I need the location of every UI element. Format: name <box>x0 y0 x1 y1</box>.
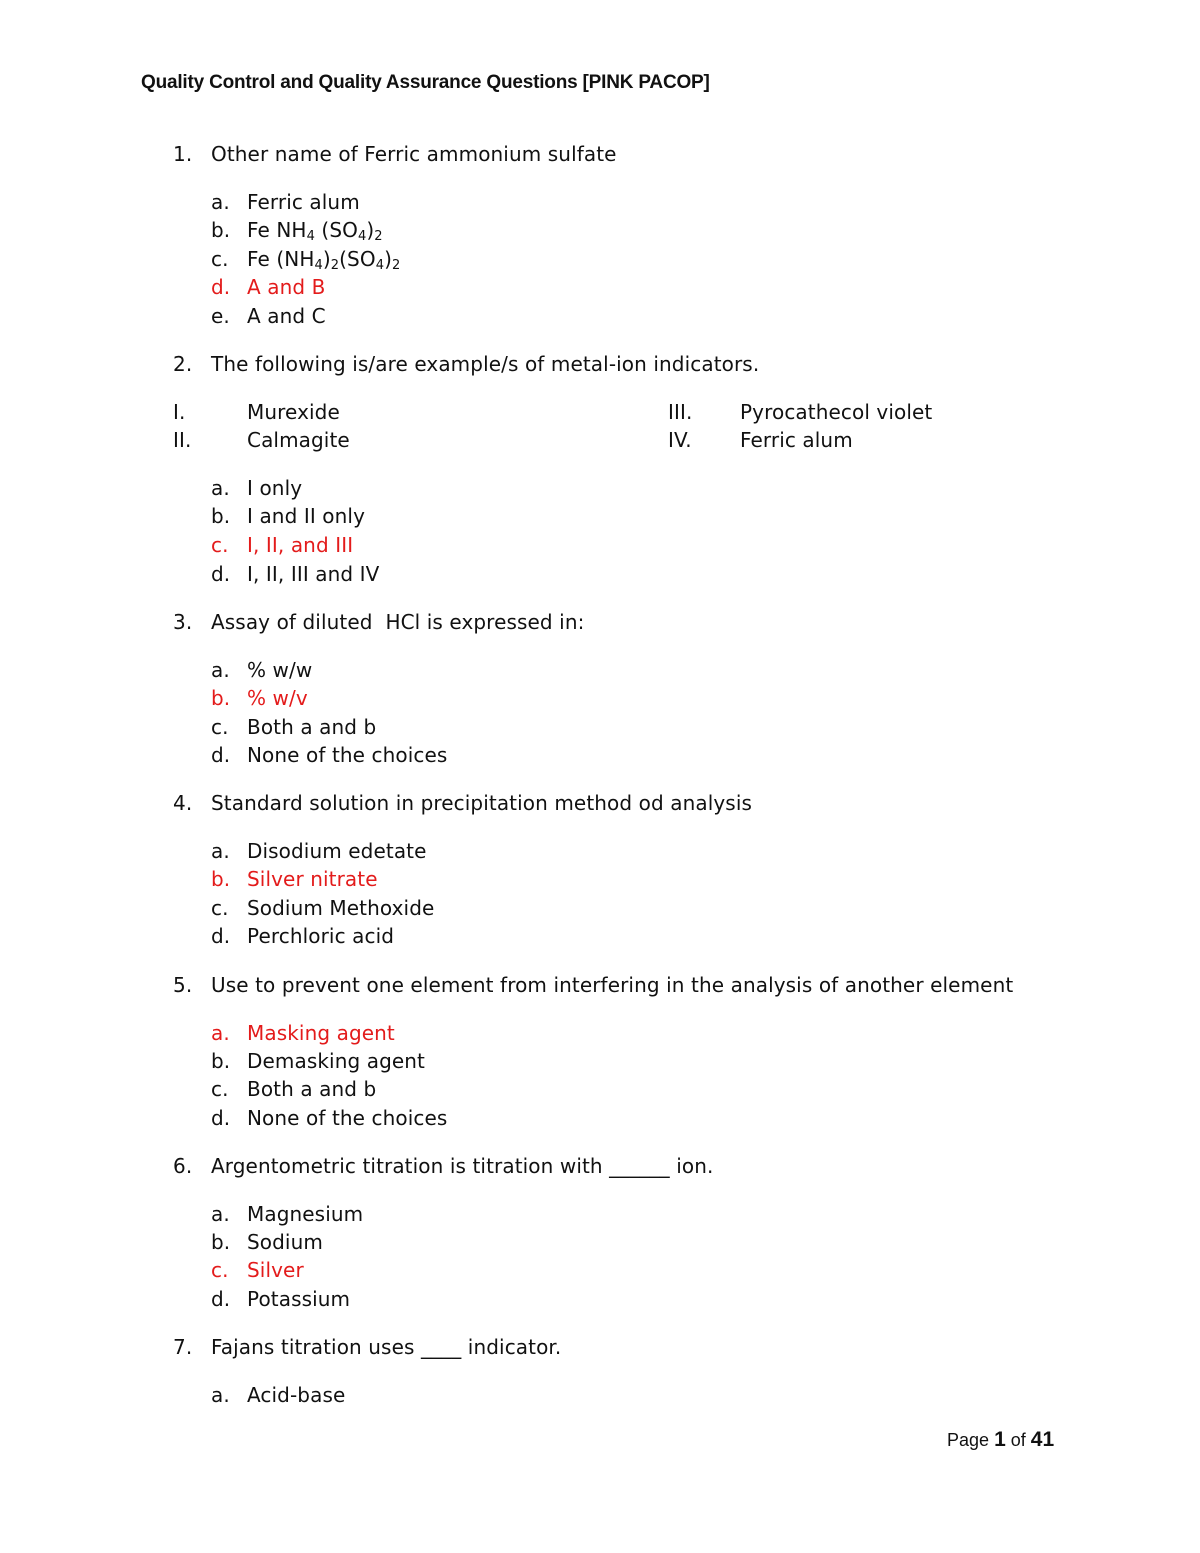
option-letter-correct: b. <box>211 867 231 891</box>
question-text: Assay of diluted HCl is expressed in: <box>211 610 585 634</box>
option-letter: c. <box>211 896 229 920</box>
option-letter: b. <box>211 504 231 528</box>
roman-item-text: Calmagite <box>247 428 350 452</box>
option-letter: c. <box>211 247 229 271</box>
question-number: 2. <box>173 352 193 376</box>
option-letter: d. <box>211 924 231 948</box>
option-text: Magnesium <box>247 1202 364 1226</box>
option-letter: b. <box>211 1049 231 1073</box>
option-letter: a. <box>211 839 230 863</box>
option-text: I, II, III and IV <box>247 562 380 586</box>
option-text: Sodium Methoxide <box>247 896 435 920</box>
option-letter: a. <box>211 658 230 682</box>
roman-numeral: II. <box>173 428 192 452</box>
option-letter: a. <box>211 476 230 500</box>
option-text-correct: Silver nitrate <box>247 867 378 891</box>
page-total: 41 <box>1030 1428 1055 1451</box>
option-text-correct: A and B <box>247 275 326 299</box>
question-number: 3. <box>173 610 193 634</box>
option-letter: d. <box>211 562 231 586</box>
question-number: 5. <box>173 973 193 997</box>
question-text: Standard solution in precipitation method od analysis <box>211 791 753 815</box>
option-letter-correct: d. <box>211 275 231 299</box>
page-word: Page <box>947 1430 990 1450</box>
roman-item-text: Ferric alum <box>740 428 853 452</box>
option-letter: a. <box>211 1202 230 1226</box>
page-footer <box>947 1428 1054 1452</box>
question-text: Argentometric titration is titration with ______ ion. <box>211 1154 714 1178</box>
option-text-correct: Silver <box>247 1258 304 1282</box>
option-letter-correct: c. <box>211 1258 229 1282</box>
option-text: None of the choices <box>247 1106 448 1130</box>
option-letter-correct: c. <box>211 533 229 557</box>
roman-numeral: I. <box>173 400 186 424</box>
roman-item-text: Pyrocathecol violet <box>740 400 933 424</box>
option-text-formula: Fe $(NH_4)_2(SO_4)_2$ <box>247 247 401 273</box>
question-number: 4. <box>173 791 193 815</box>
option-text: Demasking agent <box>247 1049 426 1073</box>
option-text-correct: I, II, and III <box>247 533 354 557</box>
of-word: of <box>1010 1430 1026 1450</box>
option-letter: b. <box>211 1230 231 1254</box>
option-letter: a. <box>211 190 230 214</box>
option-text: Both a and b <box>247 715 377 739</box>
option-letter: b. <box>211 218 231 242</box>
option-letter-correct: a. <box>211 1021 230 1045</box>
option-text: None of the choices <box>247 743 448 767</box>
question-text: Use to prevent one element from interfering in the analysis of another element <box>211 973 1014 997</box>
option-text: % w/w <box>247 658 313 682</box>
option-letter-correct: b. <box>211 686 231 710</box>
option-letter: e. <box>211 304 230 328</box>
option-text: Both a and b <box>247 1077 377 1101</box>
option-text: Disodium edetate <box>247 839 427 863</box>
option-letter: d. <box>211 743 231 767</box>
question-text: Fajans titration uses ____ indicator. <box>211 1335 562 1359</box>
question-text: Other name of Ferric ammonium sulfate <box>211 142 617 166</box>
option-letter: d. <box>211 1287 231 1311</box>
option-letter: d. <box>211 1106 231 1130</box>
question-number: 6. <box>173 1154 193 1178</box>
option-text-formula: Fe $NH_4$ $(SO_4)_2$ <box>247 218 383 244</box>
question-number: 7. <box>173 1335 193 1359</box>
document-title: Quality Control and Quality Assurance Questions [PINK PACOP] <box>141 72 710 93</box>
roman-numeral: IV. <box>668 428 692 452</box>
roman-numeral: III. <box>668 400 693 424</box>
option-text: Perchloric acid <box>247 924 395 948</box>
option-text: I only <box>247 476 303 500</box>
option-text: Potassium <box>247 1287 351 1311</box>
option-text: Acid-base <box>247 1383 346 1407</box>
option-text: A and C <box>247 304 326 328</box>
option-letter: a. <box>211 1383 230 1407</box>
roman-item-text: Murexide <box>247 400 340 424</box>
option-letter: c. <box>211 715 229 739</box>
option-text-correct: % w/v <box>247 686 308 710</box>
option-text: Sodium <box>247 1230 323 1254</box>
option-text-correct: Masking agent <box>247 1021 395 1045</box>
question-number: 1. <box>173 142 193 166</box>
question-text: The following is/are example/s of metal-ion indicators. <box>211 352 760 376</box>
option-text: Ferric alum <box>247 190 360 214</box>
option-text: I and II only <box>247 504 365 528</box>
option-letter: c. <box>211 1077 229 1101</box>
page-number: 1 <box>994 1428 1006 1451</box>
